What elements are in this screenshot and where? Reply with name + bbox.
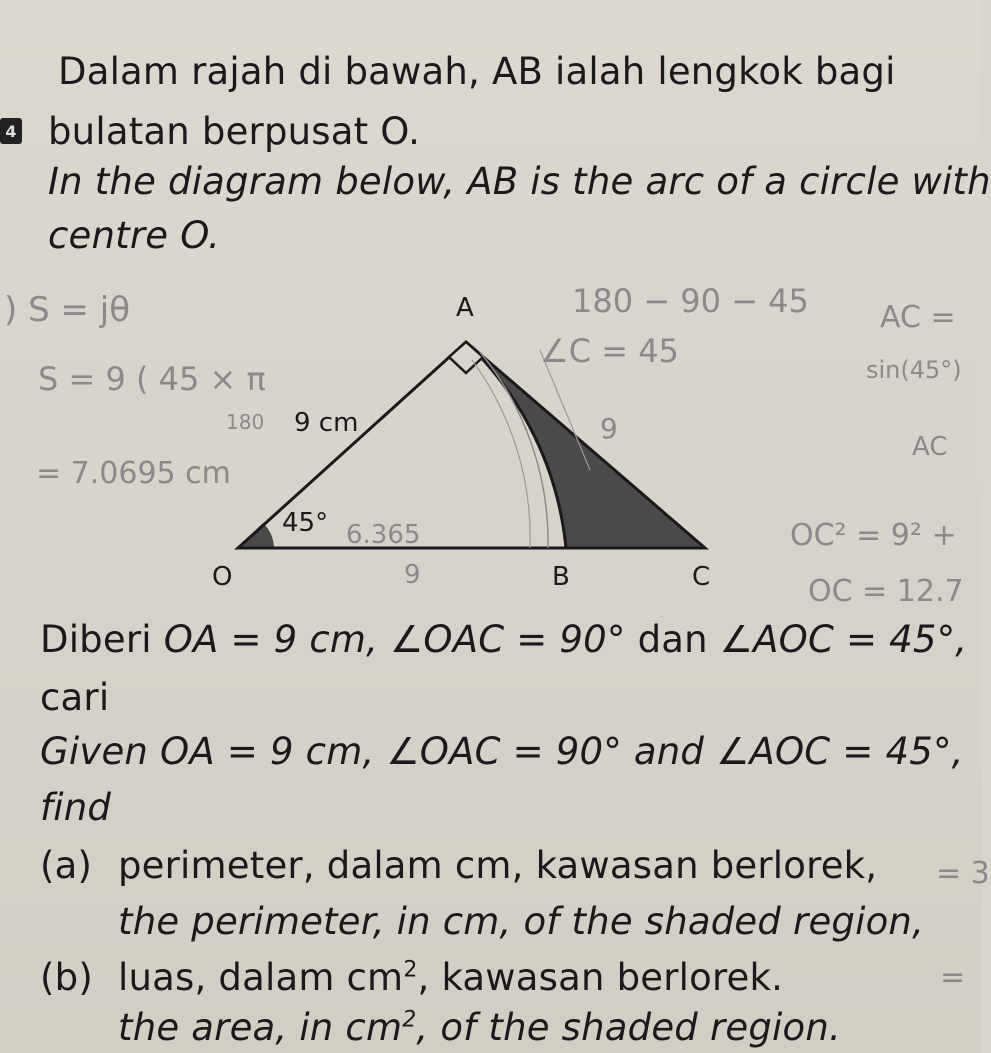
given-english-line [40,730,964,773]
part-b-english-pre: the area, in cm [118,1006,403,1049]
intro-malay-line-2: bulatan berpusat O. [48,110,421,153]
hand-note-answer-b: = [940,960,966,995]
part-b-malay [118,956,783,999]
hand-note-ac-equals: AC = [880,300,956,335]
part-a-english: the perimeter, in cm, of the shaded region, [118,900,925,943]
given-english-math: Given OA = 9 cm, ∠OAC = 90° [40,730,622,773]
pencil-arc-1 [480,352,548,548]
intro-malay-line-1: Dalam rajah di bawah, AB ialah lengkok bagi [58,50,896,93]
given-malay-line [40,618,967,661]
given-malay-math: OA = 9 cm, ∠OAC = 90° [163,618,626,661]
label-a: A [456,293,474,323]
part-b-english-sup: 2 [402,1007,417,1033]
hand-note-ac: AC [912,432,948,462]
given-malay-math-2: ∠AOC = 45°, [719,618,968,661]
part-b-english [118,1006,841,1049]
part-a-malay: perimeter, dalam cm, kawasan berlorek, [118,844,878,887]
label-45-degrees: 45° [282,508,329,538]
given-malay-find: cari [40,676,110,719]
given-english-and: and [633,730,705,773]
hand-note-length: 6.365 [346,520,421,550]
label-c: C [692,562,711,592]
part-b-label: (b) [40,956,93,999]
intro-english-line-1: In the diagram below, AB is the arc of a circle with [48,160,991,203]
hand-note-substitution: S = 9 ( 45 × π [38,360,266,398]
given-english-find: find [40,786,112,829]
part-a-label: (a) [40,844,93,887]
part-b-malay-post: , kawasan berlorek. [417,956,784,999]
hand-note-pythagoras: OC² = 9² + [790,518,957,553]
part-b-malay-pre: luas, dalam cm [118,956,404,999]
hand-note-sin: sin(45°) [866,356,962,384]
part-b-malay-sup: 2 [403,957,418,983]
hand-note-angle-c: ∠C = 45 [540,332,679,370]
hand-note-denominator: 180 [226,410,265,434]
hand-note-nine-hyp: 9 [600,412,618,445]
label-o: O [212,562,233,592]
hand-note-arc-formula: ) S = jθ [4,290,131,330]
part-b-english-post: , of the shaded region. [416,1006,841,1049]
label-9cm: 9 cm [294,408,359,438]
given-malay-prefix: Diberi [40,618,152,661]
hand-note-oc-result: OC = 12.7 [808,574,964,609]
hand-note-nine-base: 9 [404,560,421,590]
hand-note-angle-sum: 180 − 90 − 45 [572,282,809,320]
question-number-badge: 4 [0,118,22,144]
given-malay-and: dan [637,618,708,661]
hand-note-answer-a: = 3 [936,856,990,891]
intro-english-line-2: centre O. [48,214,220,257]
given-english-math-2: ∠AOC = 45°, [716,730,964,773]
label-b: B [552,562,570,592]
hand-note-arc-result: = 7.0695 cm [36,456,231,491]
